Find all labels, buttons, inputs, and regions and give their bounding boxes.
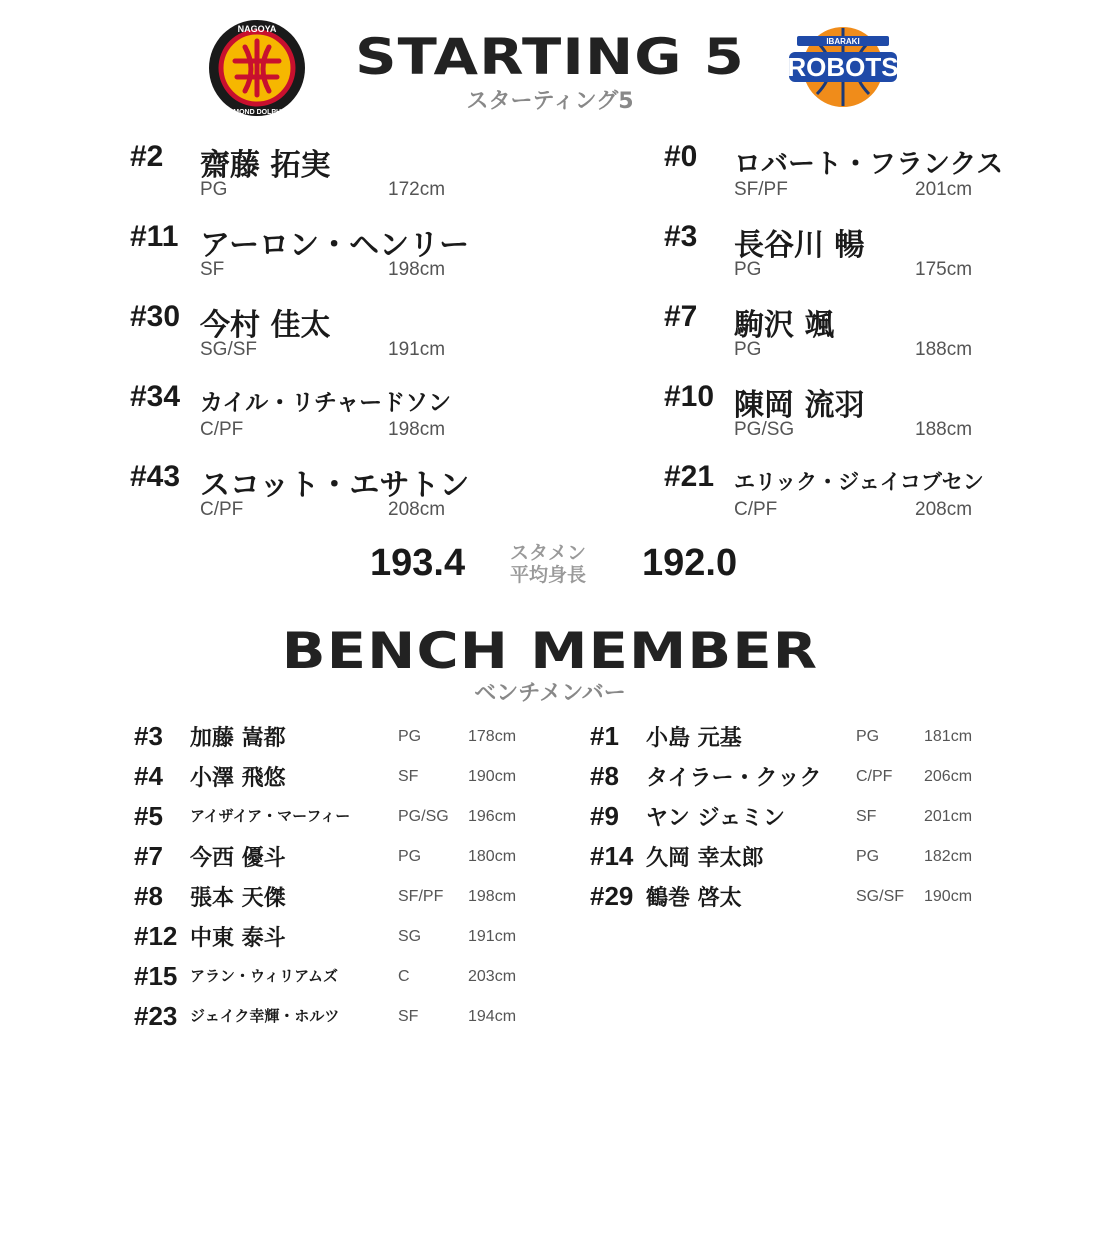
jersey-number: #9 bbox=[590, 801, 619, 831]
player-height: 190cm bbox=[468, 768, 517, 785]
player-name: 中東 泰斗 bbox=[190, 926, 286, 951]
player-position: SF bbox=[398, 768, 419, 785]
player-position: SF/PF bbox=[398, 888, 444, 905]
bench-row bbox=[590, 761, 1030, 797]
player-height: 198cm bbox=[468, 888, 517, 905]
starter-row bbox=[664, 220, 1084, 300]
starting-five-subtitle: スターティング5 bbox=[466, 89, 634, 114]
bench-row bbox=[590, 721, 1030, 757]
player-height: 203cm bbox=[468, 968, 517, 985]
player-name: タイラー・クック bbox=[646, 766, 822, 791]
starting-five-title: STARTING 5 bbox=[355, 28, 745, 86]
player-height: 206cm bbox=[924, 768, 973, 785]
starter-row bbox=[130, 380, 550, 460]
jersey-number: #29 bbox=[590, 881, 634, 911]
home-average-height: 193.4 bbox=[370, 542, 466, 584]
away-average-height: 192.0 bbox=[642, 542, 738, 584]
jersey-number: #3 bbox=[664, 220, 698, 253]
player-name: 小澤 飛悠 bbox=[190, 766, 286, 791]
player-height: 180cm bbox=[468, 848, 517, 865]
player-position: C bbox=[398, 968, 410, 985]
player-height: 188cm bbox=[915, 339, 973, 360]
jersey-number: #0 bbox=[664, 140, 698, 173]
player-name: ロバート・フランクス bbox=[734, 149, 1004, 180]
jersey-number: #21 bbox=[664, 460, 715, 493]
player-height: 190cm bbox=[924, 888, 973, 905]
player-name: 陳岡 流羽 bbox=[734, 388, 865, 423]
player-name: エリック・ジェイコブセン bbox=[734, 470, 984, 494]
player-height: 198cm bbox=[388, 259, 446, 280]
jersey-number: #7 bbox=[664, 300, 698, 333]
starter-row bbox=[130, 300, 550, 380]
starter-row bbox=[664, 380, 1084, 460]
player-name: アラン・ウィリアムズ bbox=[190, 967, 339, 985]
player-name: アイザイア・マーフィー bbox=[190, 807, 351, 825]
jersey-number: #8 bbox=[590, 761, 619, 791]
player-name: アーロン・ヘンリー bbox=[200, 228, 470, 263]
player-position: SG bbox=[398, 928, 422, 945]
player-height: 182cm bbox=[924, 848, 973, 865]
bench-row bbox=[590, 881, 1030, 917]
player-height: 208cm bbox=[915, 499, 973, 520]
player-position: PG bbox=[398, 728, 422, 745]
jersey-number: #7 bbox=[134, 841, 163, 871]
player-name: ヤン ジェミン bbox=[646, 806, 785, 831]
jersey-number: #10 bbox=[664, 380, 715, 413]
player-height: 188cm bbox=[915, 419, 973, 440]
player-height: 208cm bbox=[388, 499, 446, 520]
bench-row bbox=[134, 721, 574, 757]
player-height: 201cm bbox=[924, 808, 973, 825]
player-name: 鶴巻 啓太 bbox=[646, 886, 742, 911]
player-position: PG/SG bbox=[734, 419, 795, 440]
average-label-line-2: 平均身長 bbox=[510, 564, 587, 586]
jersey-number: #34 bbox=[130, 380, 181, 413]
bench-row bbox=[134, 761, 574, 797]
bench-member-subtitle: ベンチメンバー bbox=[474, 681, 626, 706]
starter-row bbox=[130, 460, 550, 540]
player-position: SF bbox=[200, 259, 225, 280]
jersey-number: #2 bbox=[130, 140, 164, 173]
player-name: 駒沢 颯 bbox=[734, 308, 835, 343]
player-name: 今西 優斗 bbox=[190, 846, 286, 871]
player-position: PG bbox=[200, 179, 228, 200]
jersey-number: #15 bbox=[134, 961, 178, 991]
average-label-line-1: スタメン bbox=[510, 542, 587, 564]
jersey-number: #8 bbox=[134, 881, 163, 911]
away-logo-text: ROBOTS bbox=[787, 52, 899, 82]
player-position: C/PF bbox=[856, 768, 893, 785]
bench-row bbox=[134, 921, 574, 957]
player-position: PG bbox=[734, 339, 762, 360]
average-height-label bbox=[510, 542, 600, 586]
bench-member-title: BENCH MEMBER bbox=[281, 622, 819, 680]
player-position: C/PF bbox=[200, 419, 244, 440]
player-name: 久岡 幸太郎 bbox=[646, 846, 764, 871]
starter-row bbox=[130, 140, 550, 220]
bench-row bbox=[590, 801, 1030, 837]
player-height: 175cm bbox=[915, 259, 973, 280]
player-position: C/PF bbox=[200, 499, 244, 520]
player-position: SF bbox=[398, 1008, 419, 1025]
bench-row bbox=[134, 1001, 574, 1037]
bench-row bbox=[134, 801, 574, 837]
player-height: 198cm bbox=[388, 419, 446, 440]
jersey-number: #3 bbox=[134, 721, 163, 751]
home-logo-text-top: NAGOYA bbox=[237, 24, 277, 34]
away-logo-text-top: IBARAKI bbox=[826, 37, 860, 46]
jersey-number: #23 bbox=[134, 1001, 178, 1031]
bench-row bbox=[134, 961, 574, 997]
player-name: 張本 天傑 bbox=[190, 886, 286, 911]
player-name: ジェイク幸輝・ホルツ bbox=[190, 1007, 340, 1025]
bench-row bbox=[134, 841, 574, 877]
jersey-number: #30 bbox=[130, 300, 181, 333]
jersey-number: #11 bbox=[130, 220, 179, 253]
player-name: カイル・リチャードソン bbox=[200, 390, 452, 416]
player-position: PG/SG bbox=[398, 808, 449, 825]
home-logo-text-bottom: DIAMOND DOLPHINS bbox=[221, 109, 293, 116]
player-height: 194cm bbox=[468, 1008, 517, 1025]
jersey-number: #12 bbox=[134, 921, 178, 951]
starter-row bbox=[664, 140, 1084, 220]
player-position: SG/SF bbox=[856, 888, 905, 905]
player-name: 今村 佳太 bbox=[200, 308, 331, 343]
player-name: 小島 元基 bbox=[646, 726, 742, 751]
player-position: PG bbox=[734, 259, 762, 280]
player-position: C/PF bbox=[734, 499, 778, 520]
player-height: 178cm bbox=[468, 728, 517, 745]
player-height: 172cm bbox=[388, 179, 446, 200]
player-height: 191cm bbox=[388, 339, 446, 360]
player-height: 181cm bbox=[924, 728, 973, 745]
player-height: 201cm bbox=[915, 179, 973, 200]
jersey-number: #4 bbox=[134, 761, 163, 791]
jersey-number: #5 bbox=[134, 801, 163, 831]
player-name: スコット・エサトン bbox=[200, 468, 470, 503]
starter-row bbox=[664, 300, 1084, 380]
jersey-number: #1 bbox=[590, 721, 619, 751]
player-position: PG bbox=[856, 848, 880, 865]
player-name: 加藤 嵩都 bbox=[190, 726, 286, 751]
starter-row bbox=[664, 460, 1084, 540]
player-position: PG bbox=[856, 728, 880, 745]
player-position: PG bbox=[398, 848, 422, 865]
player-position: SF bbox=[856, 808, 877, 825]
jersey-number: #14 bbox=[590, 841, 634, 871]
player-height: 191cm bbox=[468, 928, 517, 945]
player-name: 長谷川 暢 bbox=[734, 228, 865, 263]
player-position: SG/SF bbox=[200, 339, 258, 360]
player-height: 196cm bbox=[468, 808, 517, 825]
player-name: 齋藤 拓実 bbox=[200, 148, 331, 183]
bench-row bbox=[590, 841, 1030, 877]
starter-row bbox=[130, 220, 550, 300]
ibaraki-robots-logo bbox=[787, 22, 899, 112]
jersey-number: #43 bbox=[130, 460, 181, 493]
bench-row bbox=[134, 881, 574, 917]
player-position: SF/PF bbox=[734, 179, 788, 200]
